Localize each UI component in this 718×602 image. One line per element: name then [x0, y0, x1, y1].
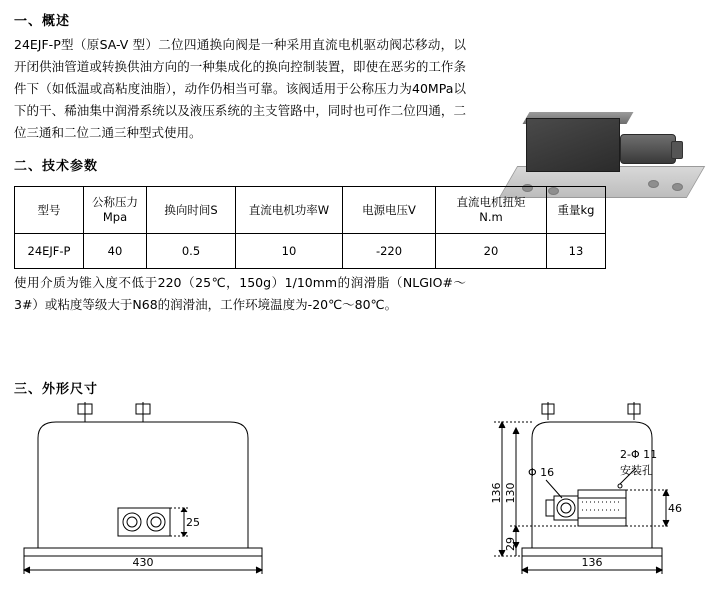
section-title-dimensions: 三、外形尺寸 — [14, 382, 99, 397]
side-view-width-label: 136 — [581, 556, 603, 569]
mount-hole-text-label: 安装孔 — [620, 464, 653, 477]
table-header-row — [15, 187, 606, 234]
td-model: 24EJF-P — [15, 234, 84, 269]
td-switch-time: 0.5 — [147, 234, 236, 269]
th-switch-time: 换向时间S — [147, 187, 236, 234]
th-model: 型号 — [15, 187, 84, 234]
side-view-inner-height-label: 130 — [504, 482, 517, 504]
td-motor-power: 10 — [236, 234, 343, 269]
port-diameter-label: Φ 16 — [528, 466, 555, 479]
td-motor-torque: 20 — [436, 234, 547, 269]
th-weight: 重量kg — [547, 187, 606, 234]
side-view-drawing — [470, 398, 710, 578]
table-row — [15, 234, 606, 269]
td-pressure: 40 — [84, 234, 147, 269]
side-view-bottom-height-label: 29 — [504, 537, 517, 551]
td-voltage: -220 — [343, 234, 436, 269]
overview-paragraph: 24EJF-P型（原SA-V 型）二位四通换向阀是一种采用直流电机驱动阀芯移动，以开闭供油管道或转换供油方向的一种集成化的换向控制装置，即使在恶劣的工作条件下（如低温或高粘度油脂），动作仍相当可靠。该阀适用于公称压力为40MPa以下的干、稀油集中润滑系统以及液压系统的主支管路中，同时也可作二位四通，二位三通和二位二通三种型式使用。 — [14, 37, 466, 140]
front-view-height-label: 25 — [186, 516, 200, 529]
side-view-block-height-label: 46 — [668, 502, 682, 515]
parameters-note: 使用介质为锥入度不低于220（25℃，150g）1/10mm的润滑脂（NLGIO#～3#）或粘度等级大于N68的润滑油，工作环境温度为-20℃～80℃。 — [14, 275, 466, 312]
th-pressure: 公称压力 Mpa — [84, 187, 147, 234]
front-view-width-label: 430 — [132, 556, 154, 569]
td-weight: 13 — [547, 234, 606, 269]
photo-mount-hole — [648, 180, 659, 188]
th-voltage: 电源电压V — [343, 187, 436, 234]
photo-dc-motor — [620, 134, 676, 164]
mount-hole-label: 2-Φ 11 — [620, 448, 658, 461]
photo-mount-hole — [672, 183, 683, 191]
section-title-overview: 一、概述 — [14, 14, 71, 29]
front-view-drawing — [18, 398, 338, 578]
section-title-parameters: 二、技术参数 — [14, 159, 99, 174]
th-motor-torque: 直流电机扭矩 N.m — [436, 187, 547, 234]
side-view-overall-height-label: 136 — [490, 482, 503, 504]
photo-valve-body — [526, 118, 620, 172]
spec-table — [14, 186, 606, 269]
th-motor-power: 直流电机功率W — [236, 187, 343, 234]
